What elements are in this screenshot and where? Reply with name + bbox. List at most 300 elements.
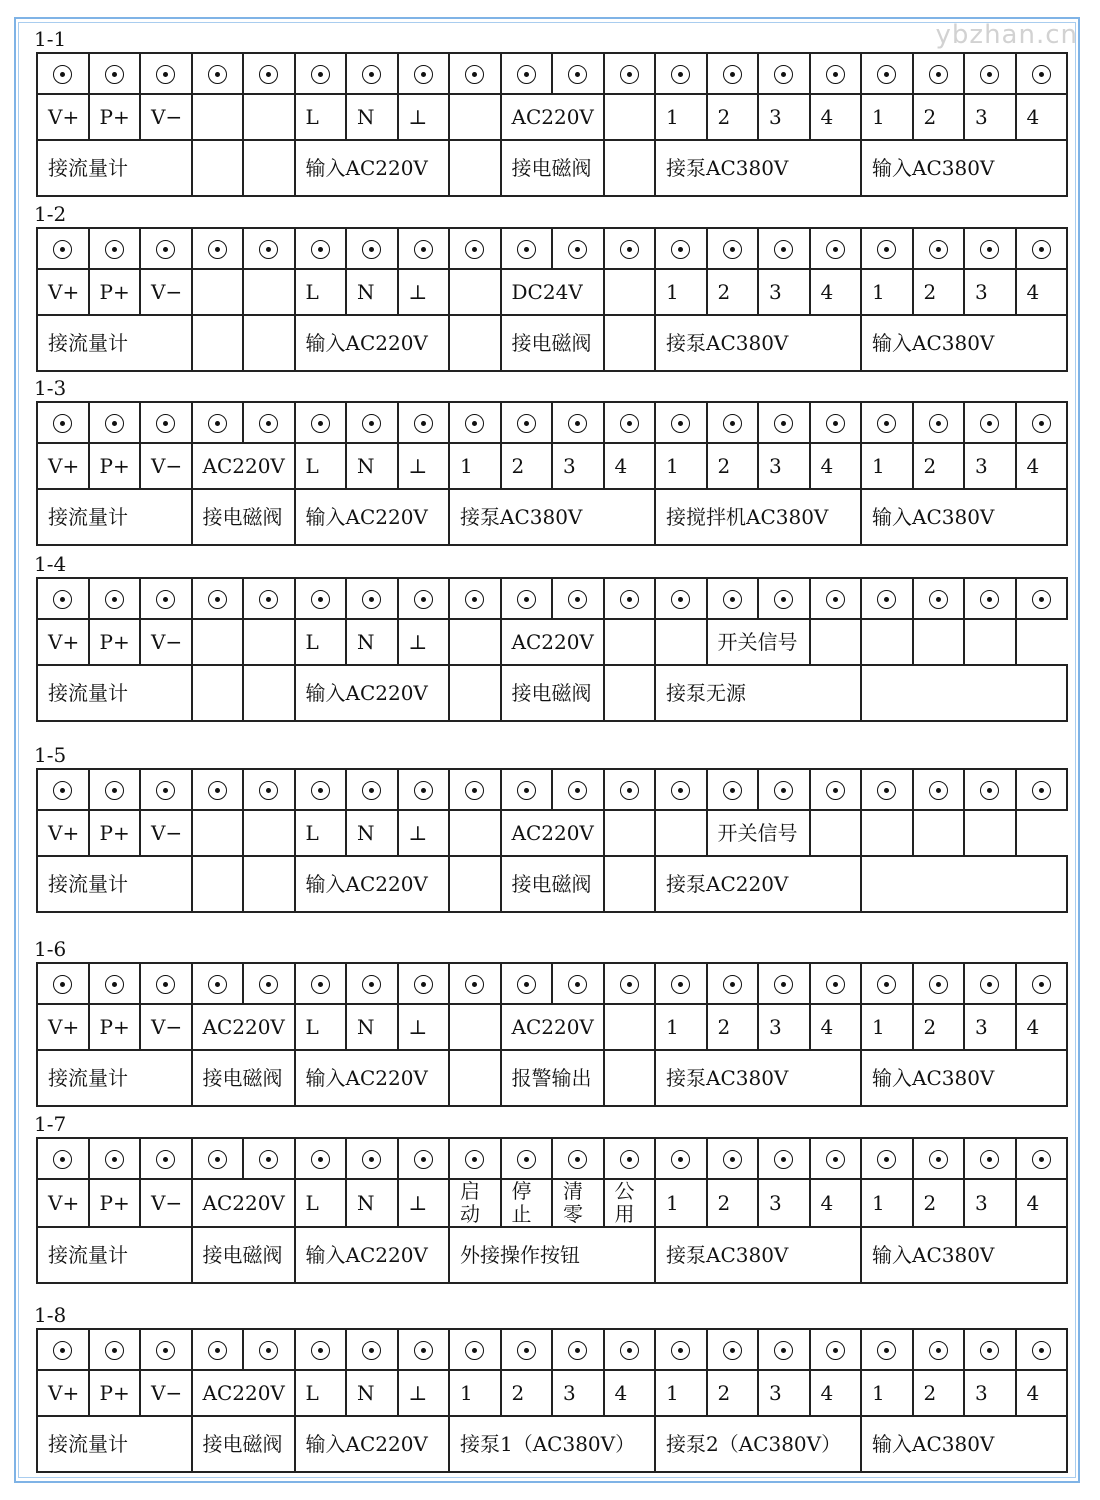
terminal-label: 4 — [810, 269, 862, 315]
terminal-cell — [810, 963, 862, 1004]
terminal-label: 1 — [861, 94, 913, 140]
terminal-label: 2 — [913, 269, 965, 315]
terminal-label: P+ — [89, 269, 141, 315]
terminal-cell — [604, 1329, 656, 1370]
terminal-cell — [810, 228, 862, 269]
terminal-cell — [501, 769, 553, 810]
terminal-cell — [707, 53, 759, 94]
terminal-cell — [37, 53, 89, 94]
terminal-cell — [964, 1138, 1016, 1179]
terminal-cell — [552, 1329, 604, 1370]
terminal-cell — [295, 228, 347, 269]
terminal-label — [604, 1004, 656, 1050]
terminal-label: ⊥ — [398, 1370, 450, 1416]
terminal-label: V− — [140, 1004, 192, 1050]
connection-label: 外接操作按钮 — [449, 1227, 655, 1283]
terminal-cell — [604, 1138, 656, 1179]
terminal-label: L — [295, 619, 347, 665]
terminal-label: 1 — [655, 269, 707, 315]
terminal-cell — [398, 963, 450, 1004]
terminal-circle-icon — [465, 590, 484, 609]
terminal-circle-icon — [105, 1150, 124, 1169]
terminal-cell — [758, 769, 810, 810]
terminal-circle-icon — [311, 781, 330, 800]
terminal-circle-icon — [414, 590, 433, 609]
terminal-circle-icon — [259, 65, 278, 84]
terminal-label — [243, 810, 295, 856]
terminal-cell — [346, 963, 398, 1004]
terminal-circle-icon — [723, 1341, 742, 1360]
terminal-cell — [89, 228, 141, 269]
terminal-label: L — [295, 1004, 347, 1050]
terminal-label: N — [346, 1370, 398, 1416]
terminal-label: 2 — [913, 443, 965, 489]
connection-label: 输入AC220V — [295, 1416, 450, 1472]
terminal-circle-icon — [980, 590, 999, 609]
terminal-label — [604, 94, 656, 140]
diagram-label-11: 1-1 — [34, 27, 67, 51]
terminal-circle-icon — [311, 590, 330, 609]
terminal-circle-icon — [1032, 590, 1051, 609]
terminal-cell — [243, 1138, 295, 1179]
terminal-circle-icon — [105, 975, 124, 994]
terminal-circle-icon — [671, 1150, 690, 1169]
terminal-label — [861, 810, 913, 856]
terminal-cell — [861, 963, 913, 1004]
terminal-label: ⊥ — [398, 810, 450, 856]
terminal-circle-icon — [259, 781, 278, 800]
terminal-circle-icon — [723, 240, 742, 259]
terminal-label: 1 — [861, 1370, 913, 1416]
terminal-label: V+ — [37, 619, 89, 665]
connection-label: 接流量计 — [37, 856, 192, 912]
terminal-circle-icon — [517, 975, 536, 994]
terminal-circle-icon — [877, 781, 896, 800]
terminal-label-row — [37, 269, 1067, 315]
diagram-label-16: 1-6 — [34, 937, 67, 961]
connection-label: 输入AC220V — [295, 856, 450, 912]
terminal-diagram-15 — [36, 768, 1068, 913]
terminal-circle-icon — [414, 781, 433, 800]
connection-label: 输入AC380V — [861, 489, 1067, 545]
terminal-cell — [655, 769, 707, 810]
terminal-cell — [243, 963, 295, 1004]
terminal-diagram-17 — [36, 1137, 1068, 1284]
terminal-circle-icon — [671, 590, 690, 609]
connection-label: 接电磁阀 — [192, 1416, 295, 1472]
terminal-label — [604, 619, 656, 665]
diagram-label-12: 1-2 — [34, 202, 67, 226]
terminal-cell — [913, 578, 965, 619]
terminal-cell — [810, 53, 862, 94]
terminal-circle-icon — [980, 240, 999, 259]
terminal-cell — [243, 769, 295, 810]
terminal-table — [36, 1328, 1068, 1473]
terminal-row — [37, 578, 1067, 619]
terminal-label: 2 — [707, 443, 759, 489]
connection-row — [37, 1227, 1067, 1283]
terminal-circle-icon — [774, 65, 793, 84]
terminal-circle-icon — [208, 1150, 227, 1169]
connection-label: 接流量计 — [37, 1227, 192, 1283]
terminal-label — [449, 810, 501, 856]
terminal-label — [192, 810, 244, 856]
connection-label: 接泵无源 — [655, 665, 861, 721]
terminal-cell — [1016, 228, 1068, 269]
terminal-cell — [552, 402, 604, 443]
terminal-circle-icon — [877, 240, 896, 259]
terminal-cell — [964, 53, 1016, 94]
terminal-label: ⊥ — [398, 1179, 450, 1227]
terminal-label: 3 — [552, 1370, 604, 1416]
terminal-circle-icon — [826, 1150, 845, 1169]
terminal-cell — [913, 963, 965, 1004]
terminal-cell — [758, 228, 810, 269]
terminal-circle-icon — [568, 590, 587, 609]
terminal-circle-icon — [156, 975, 175, 994]
terminal-cell — [37, 963, 89, 1004]
terminal-cell — [346, 769, 398, 810]
terminal-label: 1 — [655, 1370, 707, 1416]
terminal-label-row — [37, 1004, 1067, 1050]
terminal-circle-icon — [723, 414, 742, 433]
terminal-cell — [552, 769, 604, 810]
terminal-cell — [37, 1138, 89, 1179]
connection-label: 输入AC220V — [295, 1050, 450, 1106]
terminal-cell — [758, 402, 810, 443]
terminal-cell — [964, 402, 1016, 443]
terminal-circle-icon — [723, 590, 742, 609]
connection-label: 接流量计 — [37, 665, 192, 721]
terminal-cell — [655, 1138, 707, 1179]
connection-label — [449, 140, 501, 196]
terminal-cell — [295, 578, 347, 619]
terminal-label: 2 — [707, 1004, 759, 1050]
terminal-circle-icon — [980, 414, 999, 433]
terminal-table — [36, 1137, 1068, 1284]
terminal-circle-icon — [362, 240, 381, 259]
terminal-cell — [398, 1329, 450, 1370]
terminal-cell — [449, 228, 501, 269]
terminal-label: 1 — [861, 1004, 913, 1050]
terminal-cell — [1016, 1138, 1068, 1179]
connection-row — [37, 489, 1067, 545]
terminal-circle-icon — [53, 590, 72, 609]
terminal-cell — [810, 578, 862, 619]
terminal-cell — [449, 769, 501, 810]
terminal-row — [37, 53, 1067, 94]
terminal-cell — [810, 769, 862, 810]
terminal-circle-icon — [723, 781, 742, 800]
terminal-diagram-14 — [36, 577, 1068, 722]
connection-label — [192, 315, 244, 371]
diagram-label-15: 1-5 — [34, 743, 67, 767]
terminal-circle-icon — [929, 1341, 948, 1360]
diagram-label-18: 1-8 — [34, 1303, 67, 1327]
terminal-cell — [810, 1138, 862, 1179]
terminal-table — [36, 227, 1068, 372]
terminal-cell — [861, 578, 913, 619]
terminal-label — [243, 94, 295, 140]
terminal-cell — [295, 53, 347, 94]
terminal-circle-icon — [517, 1341, 536, 1360]
terminal-label: 1 — [449, 443, 501, 489]
terminal-cell — [89, 1138, 141, 1179]
terminal-circle-icon — [826, 240, 845, 259]
connection-label: 报警输出 — [501, 1050, 604, 1106]
terminal-cell — [501, 402, 553, 443]
terminal-circle-icon — [311, 65, 330, 84]
terminal-circle-icon — [259, 590, 278, 609]
terminal-label: P+ — [89, 443, 141, 489]
terminal-table — [36, 768, 1068, 913]
terminal-label: 3 — [964, 1004, 1016, 1050]
connection-label: 接电磁阀 — [501, 315, 604, 371]
terminal-circle-icon — [311, 975, 330, 994]
terminal-cell — [243, 402, 295, 443]
terminal-label: 清零 — [552, 1179, 604, 1227]
terminal-label: 1 — [861, 1179, 913, 1227]
connection-label: 接泵AC380V — [655, 315, 861, 371]
terminal-label: 4 — [1016, 269, 1068, 315]
terminal-cell — [861, 1329, 913, 1370]
connection-label: 接泵2（AC380V） — [655, 1416, 861, 1472]
connection-label — [861, 665, 1067, 721]
terminal-label: V+ — [37, 443, 89, 489]
terminal-circle-icon — [105, 590, 124, 609]
terminal-label — [913, 619, 965, 665]
terminal-circle-icon — [620, 240, 639, 259]
terminal-label: 2 — [707, 1370, 759, 1416]
terminal-cell — [604, 769, 656, 810]
terminal-label: 4 — [604, 443, 656, 489]
connection-label: 接电磁阀 — [192, 1050, 295, 1106]
terminal-cell — [192, 578, 244, 619]
terminal-cell — [964, 769, 1016, 810]
terminal-row — [37, 402, 1067, 443]
terminal-label: 1 — [861, 443, 913, 489]
terminal-circle-icon — [53, 781, 72, 800]
terminal-cell — [861, 228, 913, 269]
terminal-cell — [449, 53, 501, 94]
terminal-circle-icon — [877, 414, 896, 433]
terminal-circle-icon — [414, 414, 433, 433]
terminal-circle-icon — [465, 240, 484, 259]
terminal-label: 2 — [501, 443, 553, 489]
terminal-circle-icon — [465, 1341, 484, 1360]
connection-label: 输入AC380V — [861, 1227, 1067, 1283]
terminal-label — [449, 94, 501, 140]
terminal-circle-icon — [414, 975, 433, 994]
terminal-label: 3 — [758, 269, 810, 315]
terminal-cell — [604, 578, 656, 619]
terminal-circle-icon — [465, 975, 484, 994]
terminal-label: 3 — [964, 443, 1016, 489]
terminal-circle-icon — [105, 414, 124, 433]
connection-label: 接流量计 — [37, 1416, 192, 1472]
terminal-cell — [346, 1138, 398, 1179]
terminal-label: N — [346, 443, 398, 489]
terminal-cell — [140, 228, 192, 269]
terminal-cell — [758, 1329, 810, 1370]
terminal-label — [243, 619, 295, 665]
connection-label: 接电磁阀 — [192, 1227, 295, 1283]
terminal-circle-icon — [156, 781, 175, 800]
terminal-cell — [707, 402, 759, 443]
connection-label — [861, 856, 1067, 912]
terminal-cell — [89, 963, 141, 1004]
terminal-circle-icon — [414, 240, 433, 259]
terminal-table — [36, 401, 1068, 546]
terminal-cell — [707, 228, 759, 269]
terminal-label: 4 — [810, 1179, 862, 1227]
terminal-circle-icon — [671, 240, 690, 259]
terminal-label — [810, 810, 862, 856]
terminal-cell — [758, 963, 810, 1004]
diagram-label-14: 1-4 — [34, 552, 67, 576]
terminal-label: 1 — [655, 94, 707, 140]
terminal-cell — [346, 1329, 398, 1370]
terminal-label: 3 — [758, 94, 810, 140]
terminal-circle-icon — [156, 65, 175, 84]
terminal-label: 3 — [964, 269, 1016, 315]
terminal-cell — [655, 1329, 707, 1370]
terminal-circle-icon — [517, 781, 536, 800]
terminal-label: 2 — [707, 94, 759, 140]
terminal-circle-icon — [208, 65, 227, 84]
connection-row — [37, 1050, 1067, 1106]
terminal-label: V+ — [37, 1179, 89, 1227]
terminal-circle-icon — [826, 1341, 845, 1360]
terminal-label: V− — [140, 443, 192, 489]
connection-label: 接泵AC380V — [655, 1227, 861, 1283]
terminal-circle-icon — [774, 1341, 793, 1360]
terminal-label-row — [37, 443, 1067, 489]
terminal-cell — [140, 1329, 192, 1370]
terminal-label: ⊥ — [398, 94, 450, 140]
terminal-cell — [707, 578, 759, 619]
terminal-label: 2 — [707, 269, 759, 315]
terminal-circle-icon — [208, 1341, 227, 1360]
terminal-cell — [89, 53, 141, 94]
terminal-label: DC24V — [501, 269, 604, 315]
terminal-label: 3 — [964, 1370, 1016, 1416]
connection-label — [449, 856, 501, 912]
terminal-cell — [140, 1138, 192, 1179]
terminal-label — [964, 810, 1016, 856]
connection-label — [604, 1050, 656, 1106]
terminal-circle-icon — [156, 1150, 175, 1169]
terminal-cell — [1016, 578, 1068, 619]
terminal-cell — [758, 578, 810, 619]
connection-label: 接泵AC380V — [449, 489, 655, 545]
terminal-circle-icon — [53, 240, 72, 259]
terminal-circle-icon — [362, 975, 381, 994]
terminal-row — [37, 963, 1067, 1004]
terminal-label: 4 — [810, 1370, 862, 1416]
connection-row — [37, 140, 1067, 196]
terminal-label: 1 — [655, 443, 707, 489]
terminal-cell — [501, 53, 553, 94]
terminal-label: AC220V — [501, 94, 604, 140]
terminal-cell — [861, 1138, 913, 1179]
terminal-cell — [552, 578, 604, 619]
terminal-circle-icon — [465, 781, 484, 800]
terminal-circle-icon — [53, 1150, 72, 1169]
terminal-cell — [1016, 53, 1068, 94]
terminal-circle-icon — [208, 781, 227, 800]
terminal-circle-icon — [568, 240, 587, 259]
terminal-cell — [655, 963, 707, 1004]
terminal-circle-icon — [53, 975, 72, 994]
connection-label: 接泵AC380V — [655, 1050, 861, 1106]
terminal-circle-icon — [620, 65, 639, 84]
connection-label — [243, 856, 295, 912]
terminal-cell — [346, 228, 398, 269]
terminal-label-row — [37, 94, 1067, 140]
terminal-row — [37, 769, 1067, 810]
terminal-circle-icon — [1032, 1150, 1051, 1169]
terminal-circle-icon — [208, 240, 227, 259]
terminal-circle-icon — [362, 414, 381, 433]
connection-label — [192, 665, 244, 721]
terminal-cell — [295, 1329, 347, 1370]
terminal-cell — [192, 53, 244, 94]
terminal-label: V− — [140, 810, 192, 856]
terminal-cell — [861, 53, 913, 94]
terminal-circle-icon — [774, 590, 793, 609]
terminal-circle-icon — [105, 781, 124, 800]
terminal-cell — [655, 402, 707, 443]
terminal-label: N — [346, 269, 398, 315]
terminal-cell — [861, 402, 913, 443]
connection-label: 输入AC380V — [861, 140, 1067, 196]
terminal-cell — [964, 578, 1016, 619]
terminal-cell — [398, 1138, 450, 1179]
terminal-cell — [243, 578, 295, 619]
terminal-label: 4 — [1016, 1370, 1068, 1416]
terminal-label — [655, 810, 707, 856]
connection-label: 输入AC380V — [861, 315, 1067, 371]
terminal-label: P+ — [89, 619, 141, 665]
terminal-circle-icon — [208, 975, 227, 994]
terminal-cell — [604, 402, 656, 443]
terminal-label: P+ — [89, 810, 141, 856]
terminal-cell — [398, 578, 450, 619]
terminal-circle-icon — [517, 240, 536, 259]
terminal-cell — [449, 1138, 501, 1179]
terminal-cell — [398, 402, 450, 443]
terminal-cell — [89, 402, 141, 443]
connection-label: 接电磁阀 — [501, 140, 604, 196]
terminal-cell — [243, 53, 295, 94]
terminal-circle-icon — [259, 414, 278, 433]
terminal-circle-icon — [826, 590, 845, 609]
terminal-label — [449, 1004, 501, 1050]
terminal-circle-icon — [620, 590, 639, 609]
terminal-circle-icon — [774, 975, 793, 994]
terminal-cell — [243, 1329, 295, 1370]
connection-label — [604, 665, 656, 721]
terminal-circle-icon — [1032, 1341, 1051, 1360]
terminal-cell — [707, 1138, 759, 1179]
terminal-circle-icon — [980, 975, 999, 994]
terminal-label — [964, 619, 1016, 665]
terminal-label: V+ — [37, 94, 89, 140]
terminal-cell — [243, 228, 295, 269]
terminal-cell — [758, 1138, 810, 1179]
terminal-label — [913, 810, 965, 856]
